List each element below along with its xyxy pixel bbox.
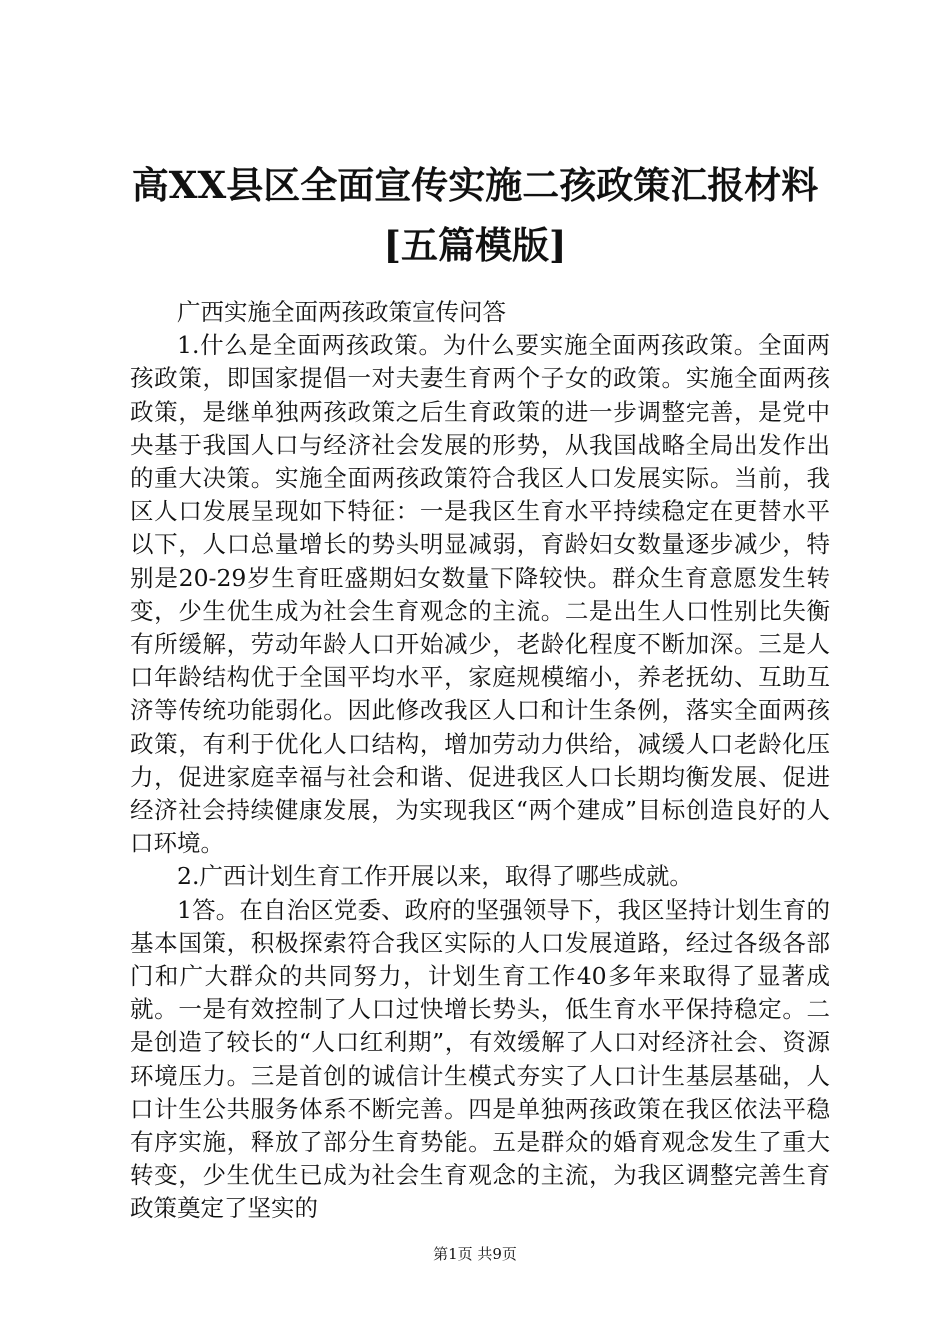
paragraph-subtitle: 广西实施全面两孩政策宣传问答 xyxy=(177,298,506,326)
paragraph-a2: 1答。在自治区党委、政府的坚强领导下，我区坚持计划生育的基本国策，积极探索符合我区实际的人口发展道路，经过各级各部门和广大群众的共同努力，计划生育工作40多年来取得了显著成就。一是有效控制了人口过快增长势头，低生育水平保持稳定。二是创造了较长的“人口红利期”，有效缓解了人口对经济社会、资源环境压力。三是首创的诚信计生模式夯实了人口计生基层基础，人口计生公共服务体系不断完善。四是单独两孩政策在我区依法平稳有序实施，释放了部分生育势能。五是群众的婚育观念发生了重大转变，少生优生已成为社会生育观念的主流，为我区调整完善生育政策奠定了坚实的 xyxy=(130,895,830,1223)
page-footer: 第1页 共9页 xyxy=(433,1245,517,1263)
document-title: 高XX县区全面宣传实施二孩政策汇报材料[五篇模版] xyxy=(131,163,819,267)
document-body xyxy=(130,296,830,1226)
paragraph-q2: 2.广西计划生育工作开展以来，取得了哪些成就。 xyxy=(177,862,693,891)
paragraph-q1: 1.什么是全面两孩政策。为什么要实施全面两孩政策。全面两孩政策，即国家提倡一对夫妻生育两个子女的政策。实施全面两孩政策，是继单独两孩政策之后生育政策的进一步调整完善，是党中央基于我国人口与经济社会发展的形势，从我国战略全局出发作出的重大决策。实施全面两孩政策符合我区人口发展实际。当前，我区人口发展呈现如下特征：一是我区生育水平持续稳定在更替水平以下，人口总量增长的势头明显减弱，育龄妇女数量逐步减少，特别是20-29岁生育旺盛期妇女数量下降较快。群众生育意愿发生转变，少生优生成为社会生育观念的主流。二是出生人口性别比失衡有所缓解，劳动年龄人口开始减少，老龄化程度不断加深。三是人口年龄结构优于全国平均水平，家庭规模缩小，养老抚幼、互助互济等传统功能弱化。因此修改我区人口和计生条例，落实全面两孩政策，有利于优化人口结构，增加劳动力供给，减缓人口老龄化压力，促进家庭幸福与社会和谐、促进我区人口长期均衡发展、促进经济社会持续健康发展，为实现我区“两个建成”目标创造良好的人口环境。 xyxy=(130,331,830,858)
